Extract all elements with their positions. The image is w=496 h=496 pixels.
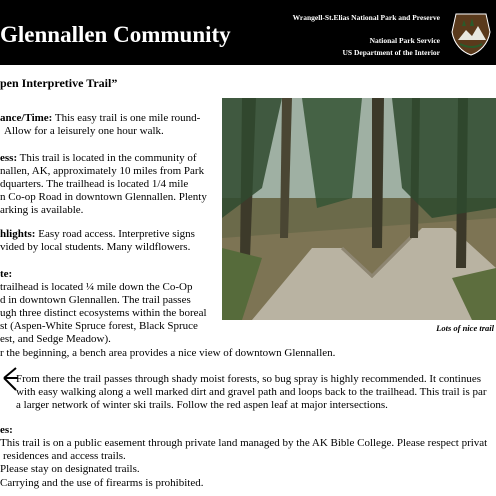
rule-line-4: Carrying and the use of firearms is prohibited.: [0, 476, 204, 489]
highlights-section: [0, 228, 218, 254]
highlights-text: Easy road access. Interpretive signs: [38, 228, 195, 240]
route-line-7: From there the trail passes through shady moist forests, so bug spray is highly recommended. It continues: [16, 373, 481, 385]
rules-label: [0, 424, 13, 437]
distance-text: This easy trail is one mile round-: [54, 112, 201, 124]
distance-section: [0, 112, 218, 138]
route-line-9: a larger network of winter ski trails. Follow the red aspen leaf at major intersections.: [16, 399, 388, 411]
agency-block: [293, 12, 440, 59]
route-line-6: r the beginning, a bench area provides a nice view of downtown Glennallen.: [0, 347, 336, 359]
park-name: Wrangell-St.Elias National Park and Preserve: [292, 13, 440, 22]
distance-line-2: Allow for a leisurely one hour walk.: [4, 125, 164, 137]
access-text: This trail is located in the community of: [19, 152, 197, 164]
rule-line-3: Please stay on designated trails.: [0, 463, 140, 476]
route-line-5: est, and Sedge Meadow).: [0, 333, 111, 345]
route-label: te:: [0, 268, 13, 280]
highlights-line-2: vided by local students. Many wildflowers.: [0, 241, 191, 253]
access-line-2: nallen, AK, approximately 10 miles from Park: [0, 165, 205, 177]
route-line-8: with easy walking along a well marked dirt and gravel path and loops back to the trailhead. This trail is par: [16, 386, 487, 398]
access-line-4: n Co-op Road in downtown Glennallen. Plenty: [0, 191, 207, 203]
access-line-5: arking is available.: [0, 204, 84, 216]
trail-photo: [222, 98, 496, 320]
route-line-1: trailhead is located ¼ mile down the Co-Op: [0, 281, 193, 293]
route-line-3: ugh three distinct ecosystems within the boreal: [0, 307, 207, 319]
highlights-label: hlights:: [0, 228, 36, 240]
distance-label: ance/Time:: [0, 112, 53, 124]
access-line-3: dquarters. The trailhead is located 1/4 mile: [0, 178, 189, 190]
access-label: ess:: [0, 152, 18, 164]
page-header: [0, 0, 496, 65]
rule-line-1: This trail is on a public easement through private land managed by the AK Bible College. Please respect privat: [0, 437, 488, 449]
route-line-2: d in downtown Glennallen. The trail passes: [0, 294, 191, 306]
nps-arrowhead-emblem-icon: [450, 12, 492, 56]
photo-caption: Lots of nice trail: [436, 323, 494, 333]
rules-list: [0, 437, 487, 490]
trail-name: pen Interpretive Trail”: [0, 76, 118, 90]
page-title: Glennallen Community: [0, 22, 231, 47]
route-line-4: st (Aspen-White Spruce forest, Black Spruce: [0, 320, 198, 332]
agency-name: National Park Service: [369, 36, 440, 45]
rules-label-text: es:: [0, 424, 13, 436]
route-section: [0, 268, 218, 346]
department-name: US Department of the Interior: [342, 48, 440, 57]
rule-line-2: residences and access trails.: [3, 450, 126, 463]
access-section: [0, 152, 218, 217]
